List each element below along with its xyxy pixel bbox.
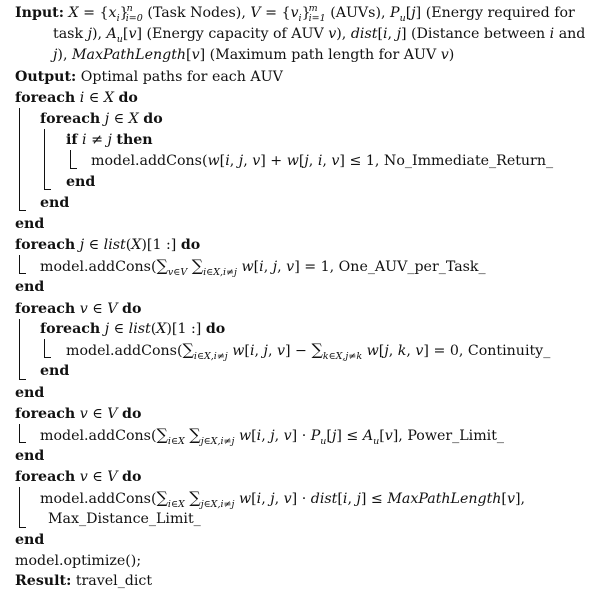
block-tick-j3	[44, 357, 51, 358]
foreach-v3-line: foreach v ∈ V do	[15, 469, 142, 485]
block-tick-v3	[19, 527, 26, 528]
end-foreach-j3: end	[40, 363, 70, 379]
block-tick-v1	[19, 379, 26, 380]
foreach-j2-line: foreach j ∈ list(X)[1 :] do	[15, 237, 201, 253]
block-tick-v2	[19, 442, 26, 443]
output-line	[15, 68, 283, 86]
block-bar-j3	[44, 339, 45, 357]
block-tick-if	[70, 168, 77, 169]
input-label: Input:	[15, 5, 64, 21]
end-foreach-j1: end	[40, 195, 70, 211]
input-line-2: task j), $A_u[v]$ (Energy capacity of AUV v), dist[i, j] (Distance between i and	[53, 26, 586, 45]
input-line-3: j), MaxPathLength[v] (Maximum path length for AUV v)	[53, 47, 455, 63]
constraint-no-return: model.addCons(w[i, j, v] + w[j, i, v] ≤ 1, No_Immediate_Return_	[91, 153, 554, 169]
result-label: Result:	[15, 573, 72, 589]
output-label: Output:	[15, 69, 77, 85]
end-foreach-j2: end	[15, 279, 45, 295]
constraint-distance-1: $model.addCons(\sum_{i\in X}$ $\sum_{j\in X,i\ne j}$ w[i, j, v] · dist[i, j] ≤ MaxPathLength[v],	[40, 488, 526, 510]
output-text: Optimal paths for each AUV	[80, 69, 283, 85]
constraint-one-auv: $model.addCons(\sum_{v\in V}$ $\sum_{i\in X,i\ne j}$ w[i, j, v] = 1, One_AUV_per_Task_	[40, 256, 486, 278]
block-bar-j2	[19, 255, 20, 273]
block-bar-v2	[19, 424, 20, 442]
foreach-v1-line: foreach v ∈ V do	[15, 301, 142, 317]
if-line: if i ≠ j then	[66, 132, 153, 148]
foreach-j1-line: foreach j ∈ X do	[40, 111, 163, 127]
constraint-distance-2: Max_Distance_Limit_	[48, 511, 201, 527]
optimize-line: model.optimize();	[15, 553, 142, 569]
end-foreach-v1: end	[15, 385, 45, 401]
block-tick-j2	[19, 273, 26, 274]
block-bar-if	[70, 150, 71, 168]
block-tick-i	[19, 210, 26, 211]
end-if: end	[66, 174, 96, 190]
constraint-power: $model.addCons(\sum_{i\in X}$ $\sum_{j\in X,i\ne j}$ w[i, j, $v] \cdot P_u[j] \le A_u[v]$, Power_Limit_	[40, 425, 504, 447]
result-line	[15, 572, 152, 590]
result-text: travel_dict	[75, 573, 153, 589]
foreach-j3-line: foreach j ∈ list(X)[1 :] do	[40, 321, 226, 337]
constraint-continuity: $model.addCons(\sum_{i\in X,i\ne j}$ w[i, j, $v] - \sum_{k\in X,j\ne k}$ w[j, k, v] = 0, Continuity_	[66, 340, 551, 362]
foreach-v2-line: foreach v ∈ V do	[15, 406, 142, 422]
block-bar-j1	[44, 129, 45, 189]
end-foreach-i: end	[15, 216, 45, 232]
block-bar-v1	[19, 319, 20, 379]
block-tick-j1	[44, 189, 51, 190]
input-line-1: Input: $X = \{x_i\}^n_{i=0}$ (Task Nodes), $V = \{v_i\}^m_{i=1}$ (AUVs), $P_u[j]$ (Energy required for	[15, 3, 575, 24]
block-bar-v3	[19, 487, 20, 527]
end-foreach-v3: end	[15, 532, 45, 548]
block-bar-i	[19, 108, 20, 210]
foreach-i-line: foreach i ∈ X do	[15, 90, 138, 106]
end-foreach-v2: end	[15, 448, 45, 464]
